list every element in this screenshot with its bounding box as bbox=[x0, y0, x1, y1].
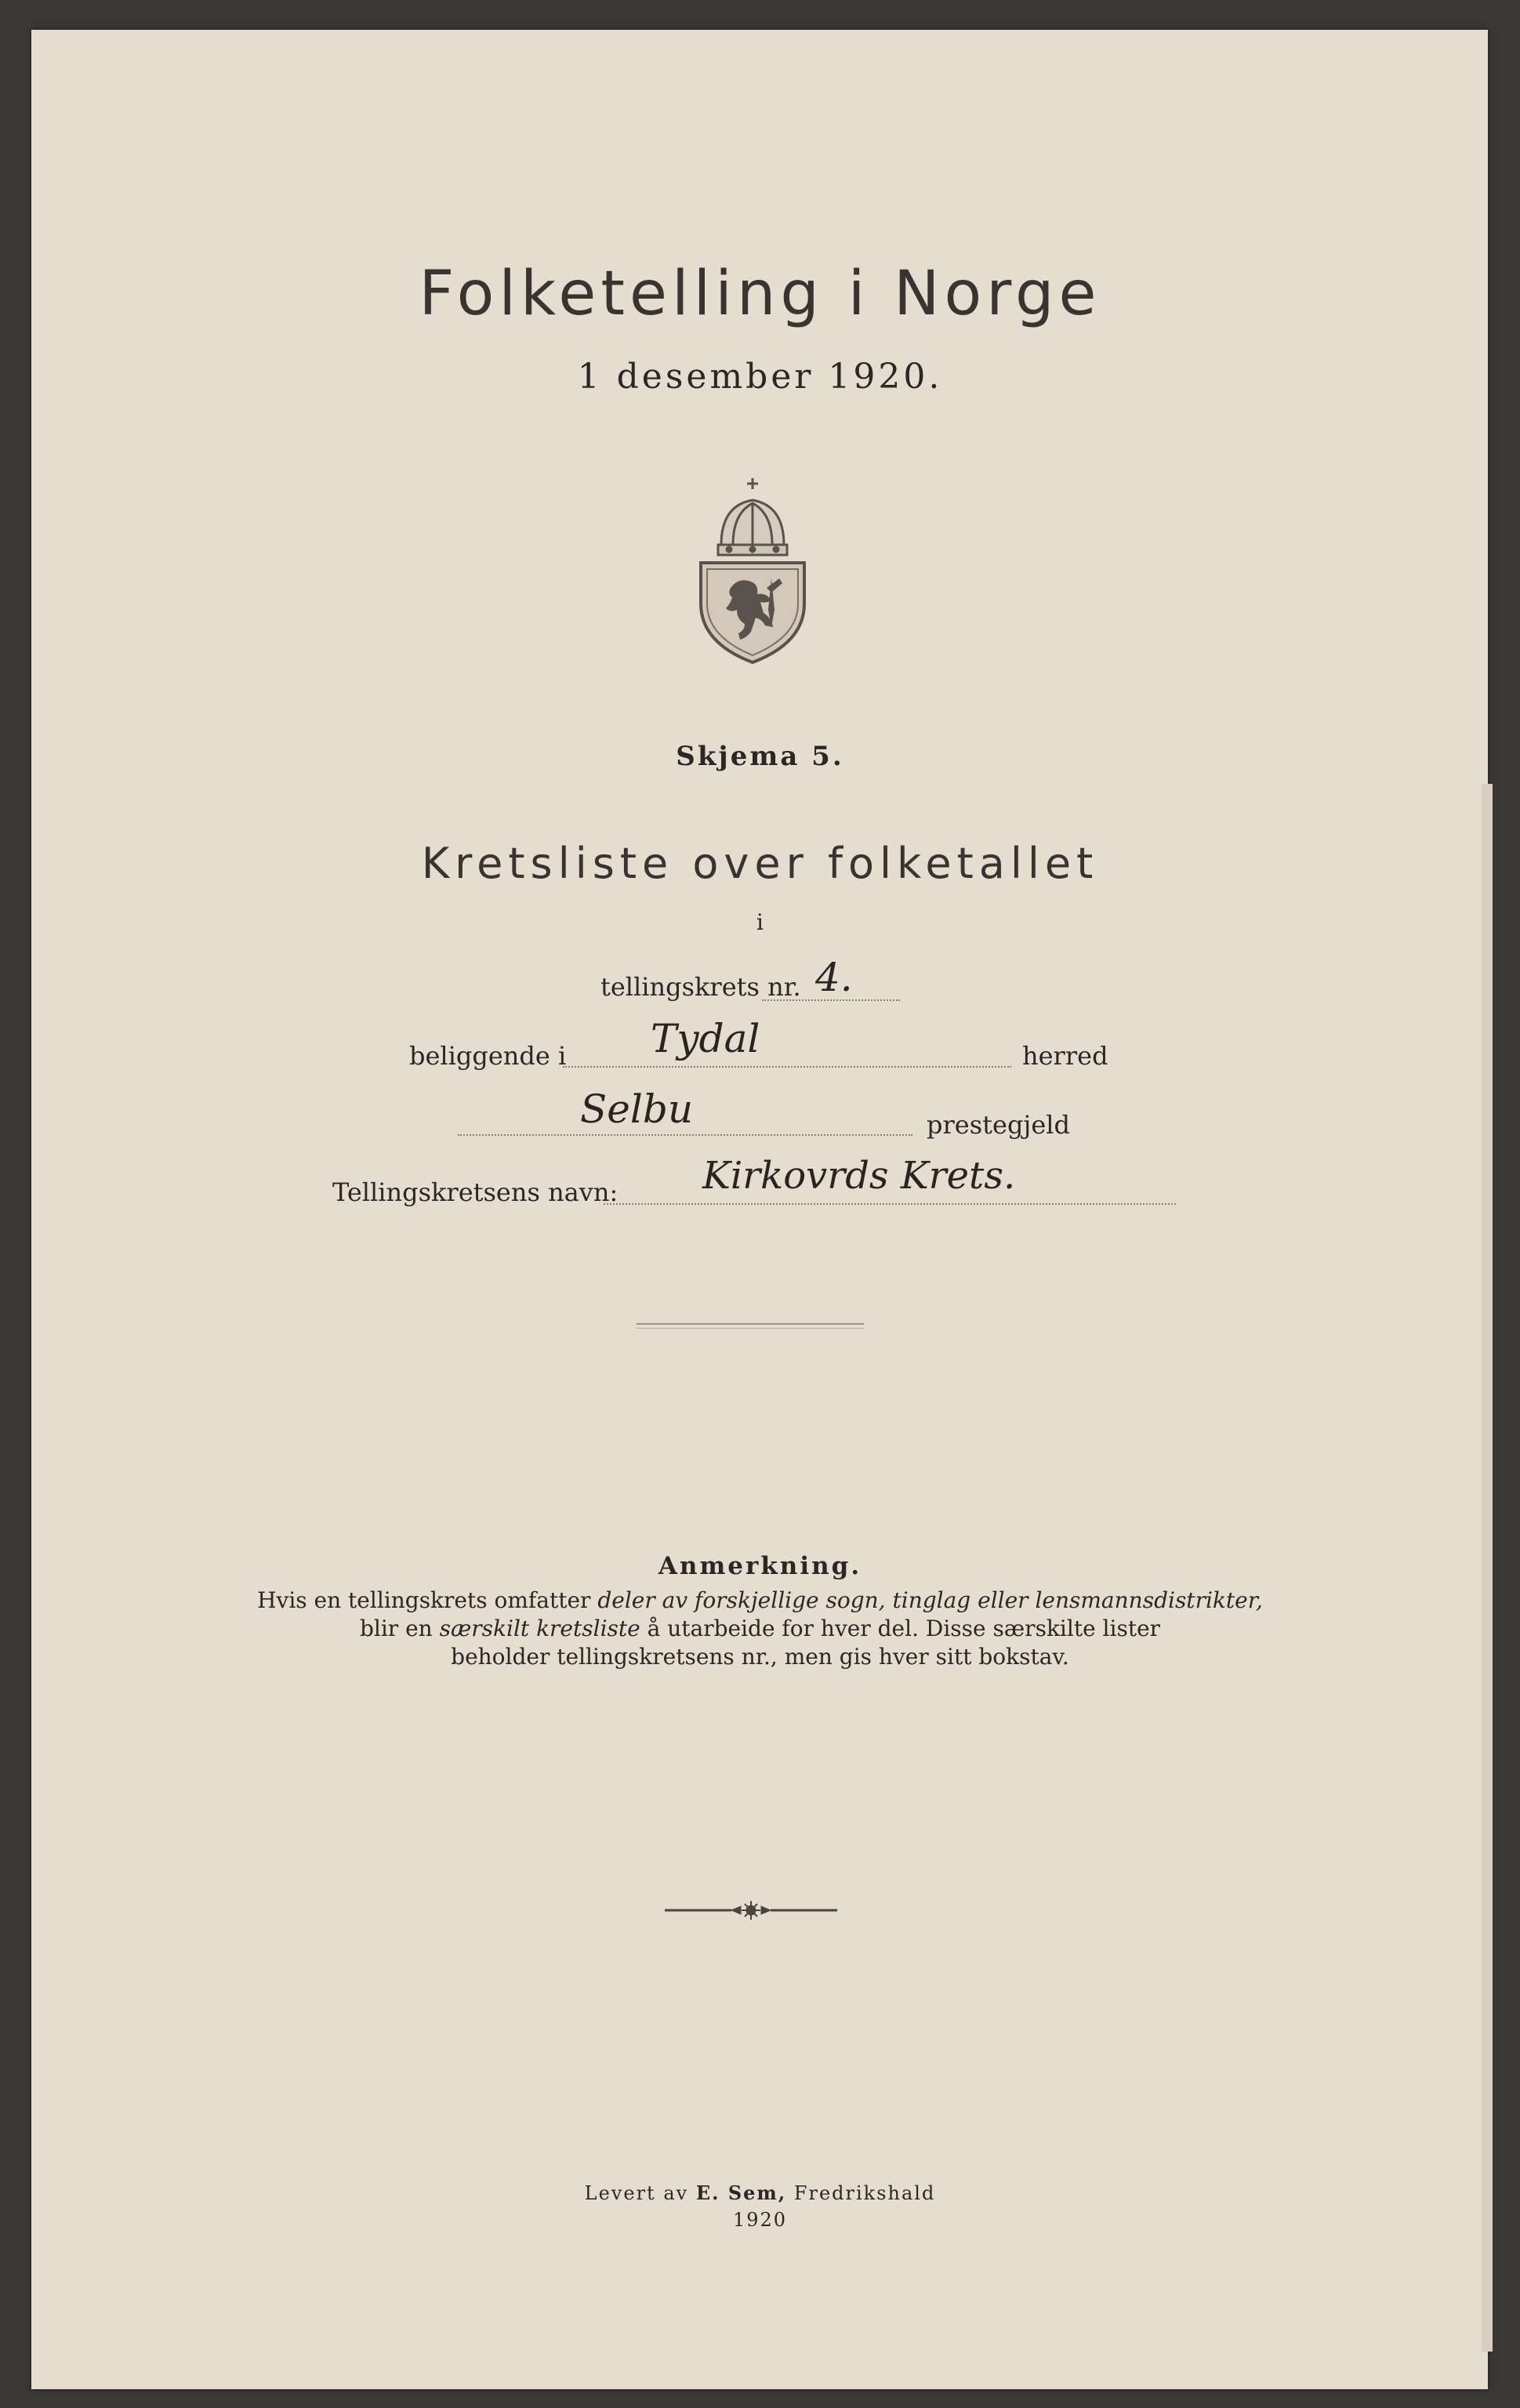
note-line-1 bbox=[0, 1587, 1520, 1615]
printer-prefix: Levert av bbox=[584, 2182, 696, 2204]
schema-number: Skjema 5. bbox=[676, 741, 844, 772]
kretsnavn-value: Kirkovrds Krets. bbox=[702, 1154, 1016, 1198]
page-title: Folketelling i Norge bbox=[419, 259, 1101, 329]
printer-credit bbox=[0, 2181, 1520, 2204]
tellingskrets-label: tellingskrets nr. bbox=[600, 972, 801, 1002]
note-line-1b: deler av forskjellige sogn, tinglag eller lensmannsdistrikter, bbox=[597, 1587, 1263, 1613]
kretsnavn-line bbox=[604, 1203, 1176, 1205]
note-line-2b: særskilt kretsliste bbox=[439, 1616, 640, 1641]
tellingskrets-value: 4. bbox=[815, 955, 853, 1000]
beliggende-label: beliggende i bbox=[409, 1041, 567, 1071]
prestegjeld-value: Selbu bbox=[580, 1086, 694, 1132]
note-heading: Anmerkning. bbox=[658, 1552, 862, 1580]
note-line-2c: å utarbeide for hver del. Disse særskilte lister bbox=[640, 1616, 1161, 1641]
ornament-divider-icon bbox=[665, 1898, 837, 1922]
divider-rule bbox=[637, 1323, 864, 1329]
norwegian-coat-of-arms-icon bbox=[690, 470, 815, 666]
prestegjeld-label: prestegjeld bbox=[927, 1110, 1070, 1140]
census-date: 1 desember 1920. bbox=[577, 357, 943, 397]
printer-year: 1920 bbox=[732, 2209, 788, 2231]
prestegjeld-line bbox=[458, 1134, 912, 1136]
note-body bbox=[0, 1587, 1520, 1671]
herred-label: herred bbox=[1022, 1041, 1108, 1071]
note-line-3: beholder tellingskretsens nr., men gis hver sitt bokstav. bbox=[451, 1644, 1069, 1670]
preposition-i: i bbox=[756, 909, 764, 935]
printer-name: E. Sem, bbox=[695, 2181, 787, 2204]
kretsnavn-label: Tellingskretsens navn: bbox=[332, 1177, 619, 1207]
herred-line bbox=[563, 1066, 1011, 1068]
note-line-2a: blir en bbox=[359, 1616, 440, 1641]
note-line-2 bbox=[0, 1615, 1520, 1643]
form-subtitle: Kretsliste over folketallet bbox=[421, 839, 1099, 888]
herred-value: Tydal bbox=[651, 1016, 760, 1061]
printer-place: Fredrikshald bbox=[786, 2182, 936, 2204]
note-line-1a: Hvis en tellingskrets omfatter bbox=[257, 1587, 598, 1613]
